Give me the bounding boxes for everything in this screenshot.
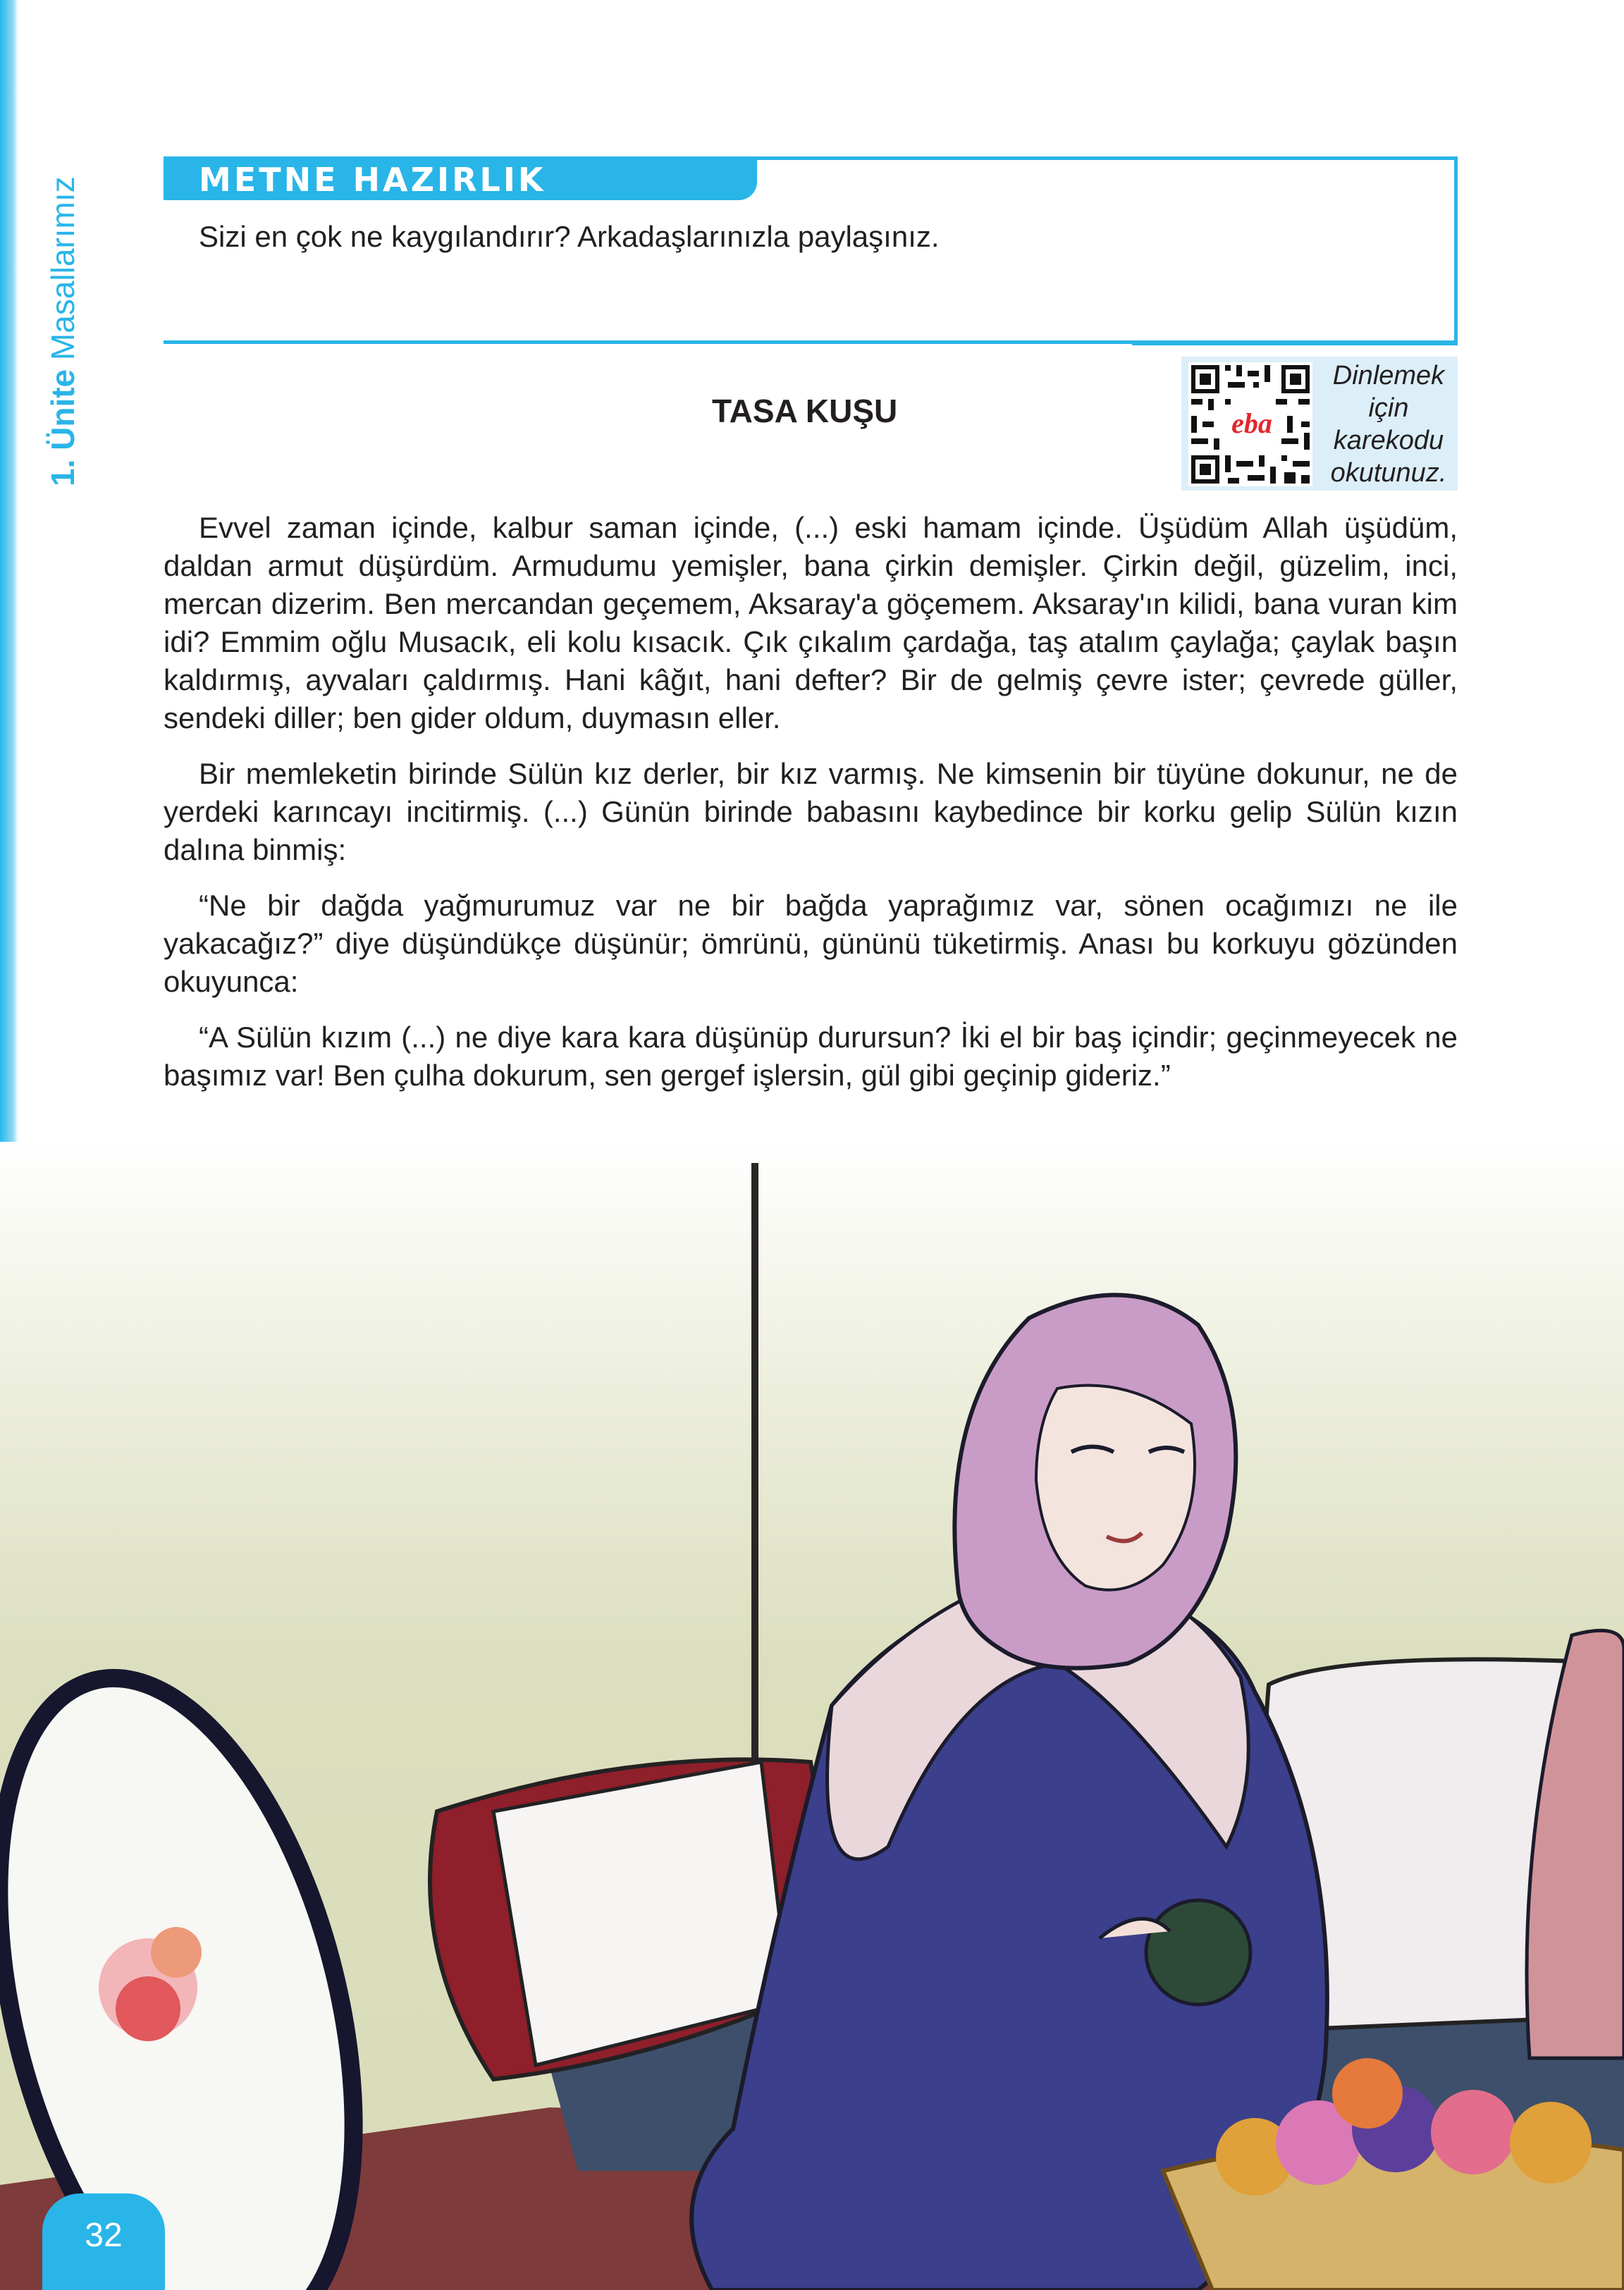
prep-heading: METNE HAZIRLIK: [199, 161, 546, 199]
qr-caption: [1320, 359, 1458, 489]
story-title: TASA KUŞU: [712, 393, 898, 429]
unit-name: Masallarımız: [44, 176, 81, 361]
unit-number: 1. Ünite: [44, 369, 81, 486]
prep-question: Sizi en çok ne kaygılandırır? Arkadaşlarınızla paylaşınız.: [199, 220, 940, 253]
page-number-badge: [42, 2193, 165, 2290]
prep-heading-tab: [164, 156, 757, 200]
yarn-ball: [1431, 2090, 1515, 2174]
qr-caption-line: karekodu: [1333, 426, 1444, 455]
yarn-ball: [1332, 2058, 1403, 2129]
story-illustration: [0, 1142, 1624, 2290]
unit-label: [44, 176, 82, 486]
qr-code-icon[interactable]: [1188, 362, 1312, 486]
yarn-ball: [1510, 2102, 1592, 2184]
qr-caption-line: okutunuz.: [1330, 458, 1447, 488]
story-paragraph: “Ne bir dağda yağmurumuz var ne bir bağda yaprağımız var, sönen ocağımızı ne ile yakacağız?” diye düşündükçe düşünür; ömrünü, gününü tüketirmiş. Anası bu korkuyu gözünden okuyunca:: [164, 889, 1458, 998]
qr-caption-line: için: [1368, 393, 1409, 423]
qr-panel[interactable]: [1181, 357, 1458, 491]
story-paragraph: Evvel zaman içinde, kalbur saman içinde, (...) eski hamam içinde. Üşüdüm Allah üşüdüm, daldan armut düşürdüm. Armudumu yemişler, bana çirkin demişler. Çirkin değil, güzelim, inci, mercan dizerim. Ben mercandan geçemem, Aksaray'a göçemem. Aksaray'ın kilidi, bana vuran kim idi? Emmim oğlu Musacık, eli kolu kısacık. Çık çıkalım çardağa, taş atalım çaylağa; çaylak başın kaldırmış, ayvaları çaldırmış. Hani kâğıt, hani defter? Bir de gelmiş çevre ister; çevrede güller, sendeki diller; ben gider oldum, duymasın eller.: [164, 511, 1458, 734]
eba-logo: eba: [1231, 407, 1272, 439]
unit-side-strip: [0, 0, 18, 1339]
qr-divider: [1132, 343, 1458, 345]
story-body: [164, 509, 1458, 1112]
qr-caption-line: Dinlemek: [1332, 361, 1445, 390]
story-paragraph: Bir memleketin birinde Sülün kız derler, bir kız varmış. Ne kimsenin bir tüyüne dokunur, ne de yerdeki karıncayı incitirmiş. (...) Günün birinde babasını kaybedince bir korku gelip Sülün kızın dalına binmiş:: [164, 757, 1458, 866]
yarn-ball-green: [1146, 1900, 1250, 2005]
page-number: 32: [85, 2217, 123, 2254]
story-paragraph: “A Sülün kızım (...) ne diye kara kara düşünüp durursun? İki el bir baş içindir; geçinmeyecek ne başımız var! Ben çulha dokurum, sen gergef işlersin, gül gibi geçinip gideriz.”: [164, 1021, 1458, 1092]
